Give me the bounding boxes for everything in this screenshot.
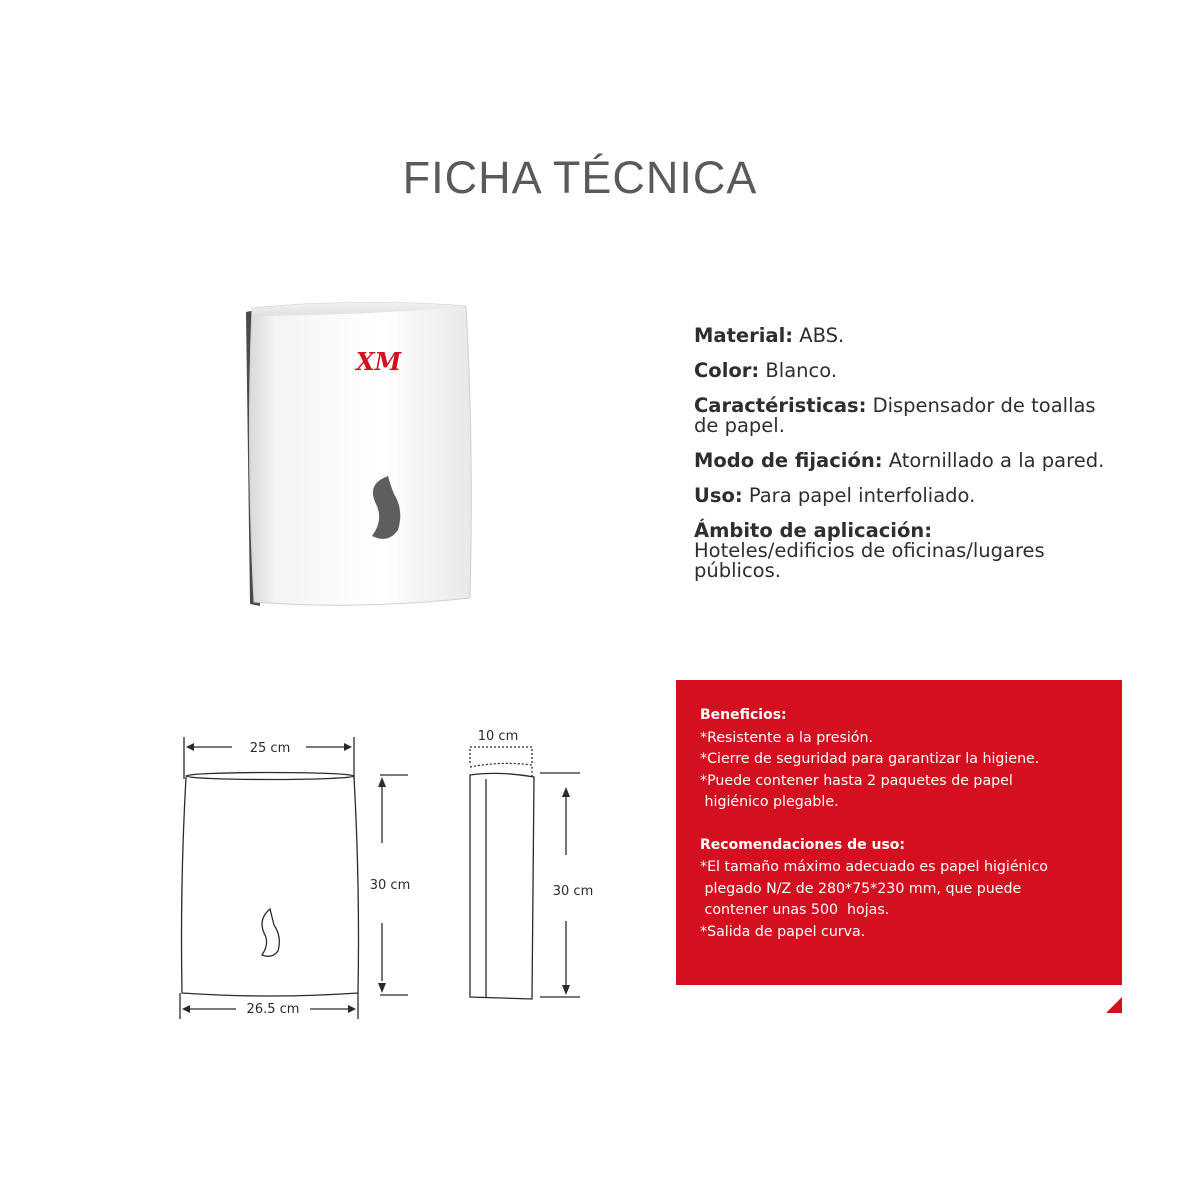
svg-text:XM: XM [356, 347, 402, 376]
page-title: FICHA TÉCNICA [402, 152, 758, 203]
benefits-box [676, 680, 1122, 985]
benefit-item: *Resistente a la presión. [700, 729, 873, 746]
front-bottom-width-label: 26.5 cm [246, 1002, 300, 1017]
side-view [470, 747, 580, 999]
side-height-label: 30 cm [552, 884, 594, 899]
recommendation-item: *El tamaño máximo adecuado es papel higiénico plegado N/Z de 280*75*230 mm, que puede contener unas 500 hojas. [700, 859, 1048, 918]
recommendations-heading: Recomendaciones de uso: [700, 836, 906, 853]
spec-label: Uso: [694, 484, 743, 507]
benefit-item: *Cierre de seguridad para garantizar la higiene. [700, 751, 1040, 767]
spec-label: Caractéristicas: [694, 394, 867, 417]
spec-value: Para papel interfoliado. [742, 484, 976, 507]
dimension-diagram [160, 715, 620, 1025]
corner-triangle-decoration [1106, 997, 1122, 1013]
spec-label: Material: [694, 324, 794, 347]
spec-label: Ámbito de aplicación: [694, 519, 933, 542]
front-height-label: 30 cm [369, 878, 411, 893]
recommendation-item: *Salida de papel curva. [700, 923, 866, 940]
spec-use [694, 486, 1114, 506]
spec-features [694, 396, 1114, 436]
side-depth-label: 10 cm [477, 729, 519, 744]
product-image [238, 298, 478, 610]
spec-value: ABS. [793, 324, 845, 347]
front-top-width-label: 25 cm [249, 741, 291, 756]
brand-logo [354, 347, 403, 376]
spec-value: Dispensador de toallas de papel. [694, 394, 1096, 437]
spec-value: Blanco. [759, 359, 838, 382]
spec-application [694, 521, 1114, 581]
spec-mounting [694, 451, 1114, 471]
benefit-item: *Puede contener hasta 2 paquetes de papel higiénico plegable. [700, 772, 1013, 810]
spec-color [694, 361, 1114, 381]
spec-label: Color: [694, 359, 760, 382]
spec-value: Atornillado a la pared. [882, 449, 1105, 472]
spec-list [694, 326, 1114, 596]
spec-label: Modo de fijación: [694, 449, 883, 472]
benefits-heading: Beneficios: [700, 707, 787, 723]
spec-value: Hoteles/edificios de oficinas/lugares públicos. [694, 539, 1045, 582]
spec-material [694, 326, 1114, 346]
